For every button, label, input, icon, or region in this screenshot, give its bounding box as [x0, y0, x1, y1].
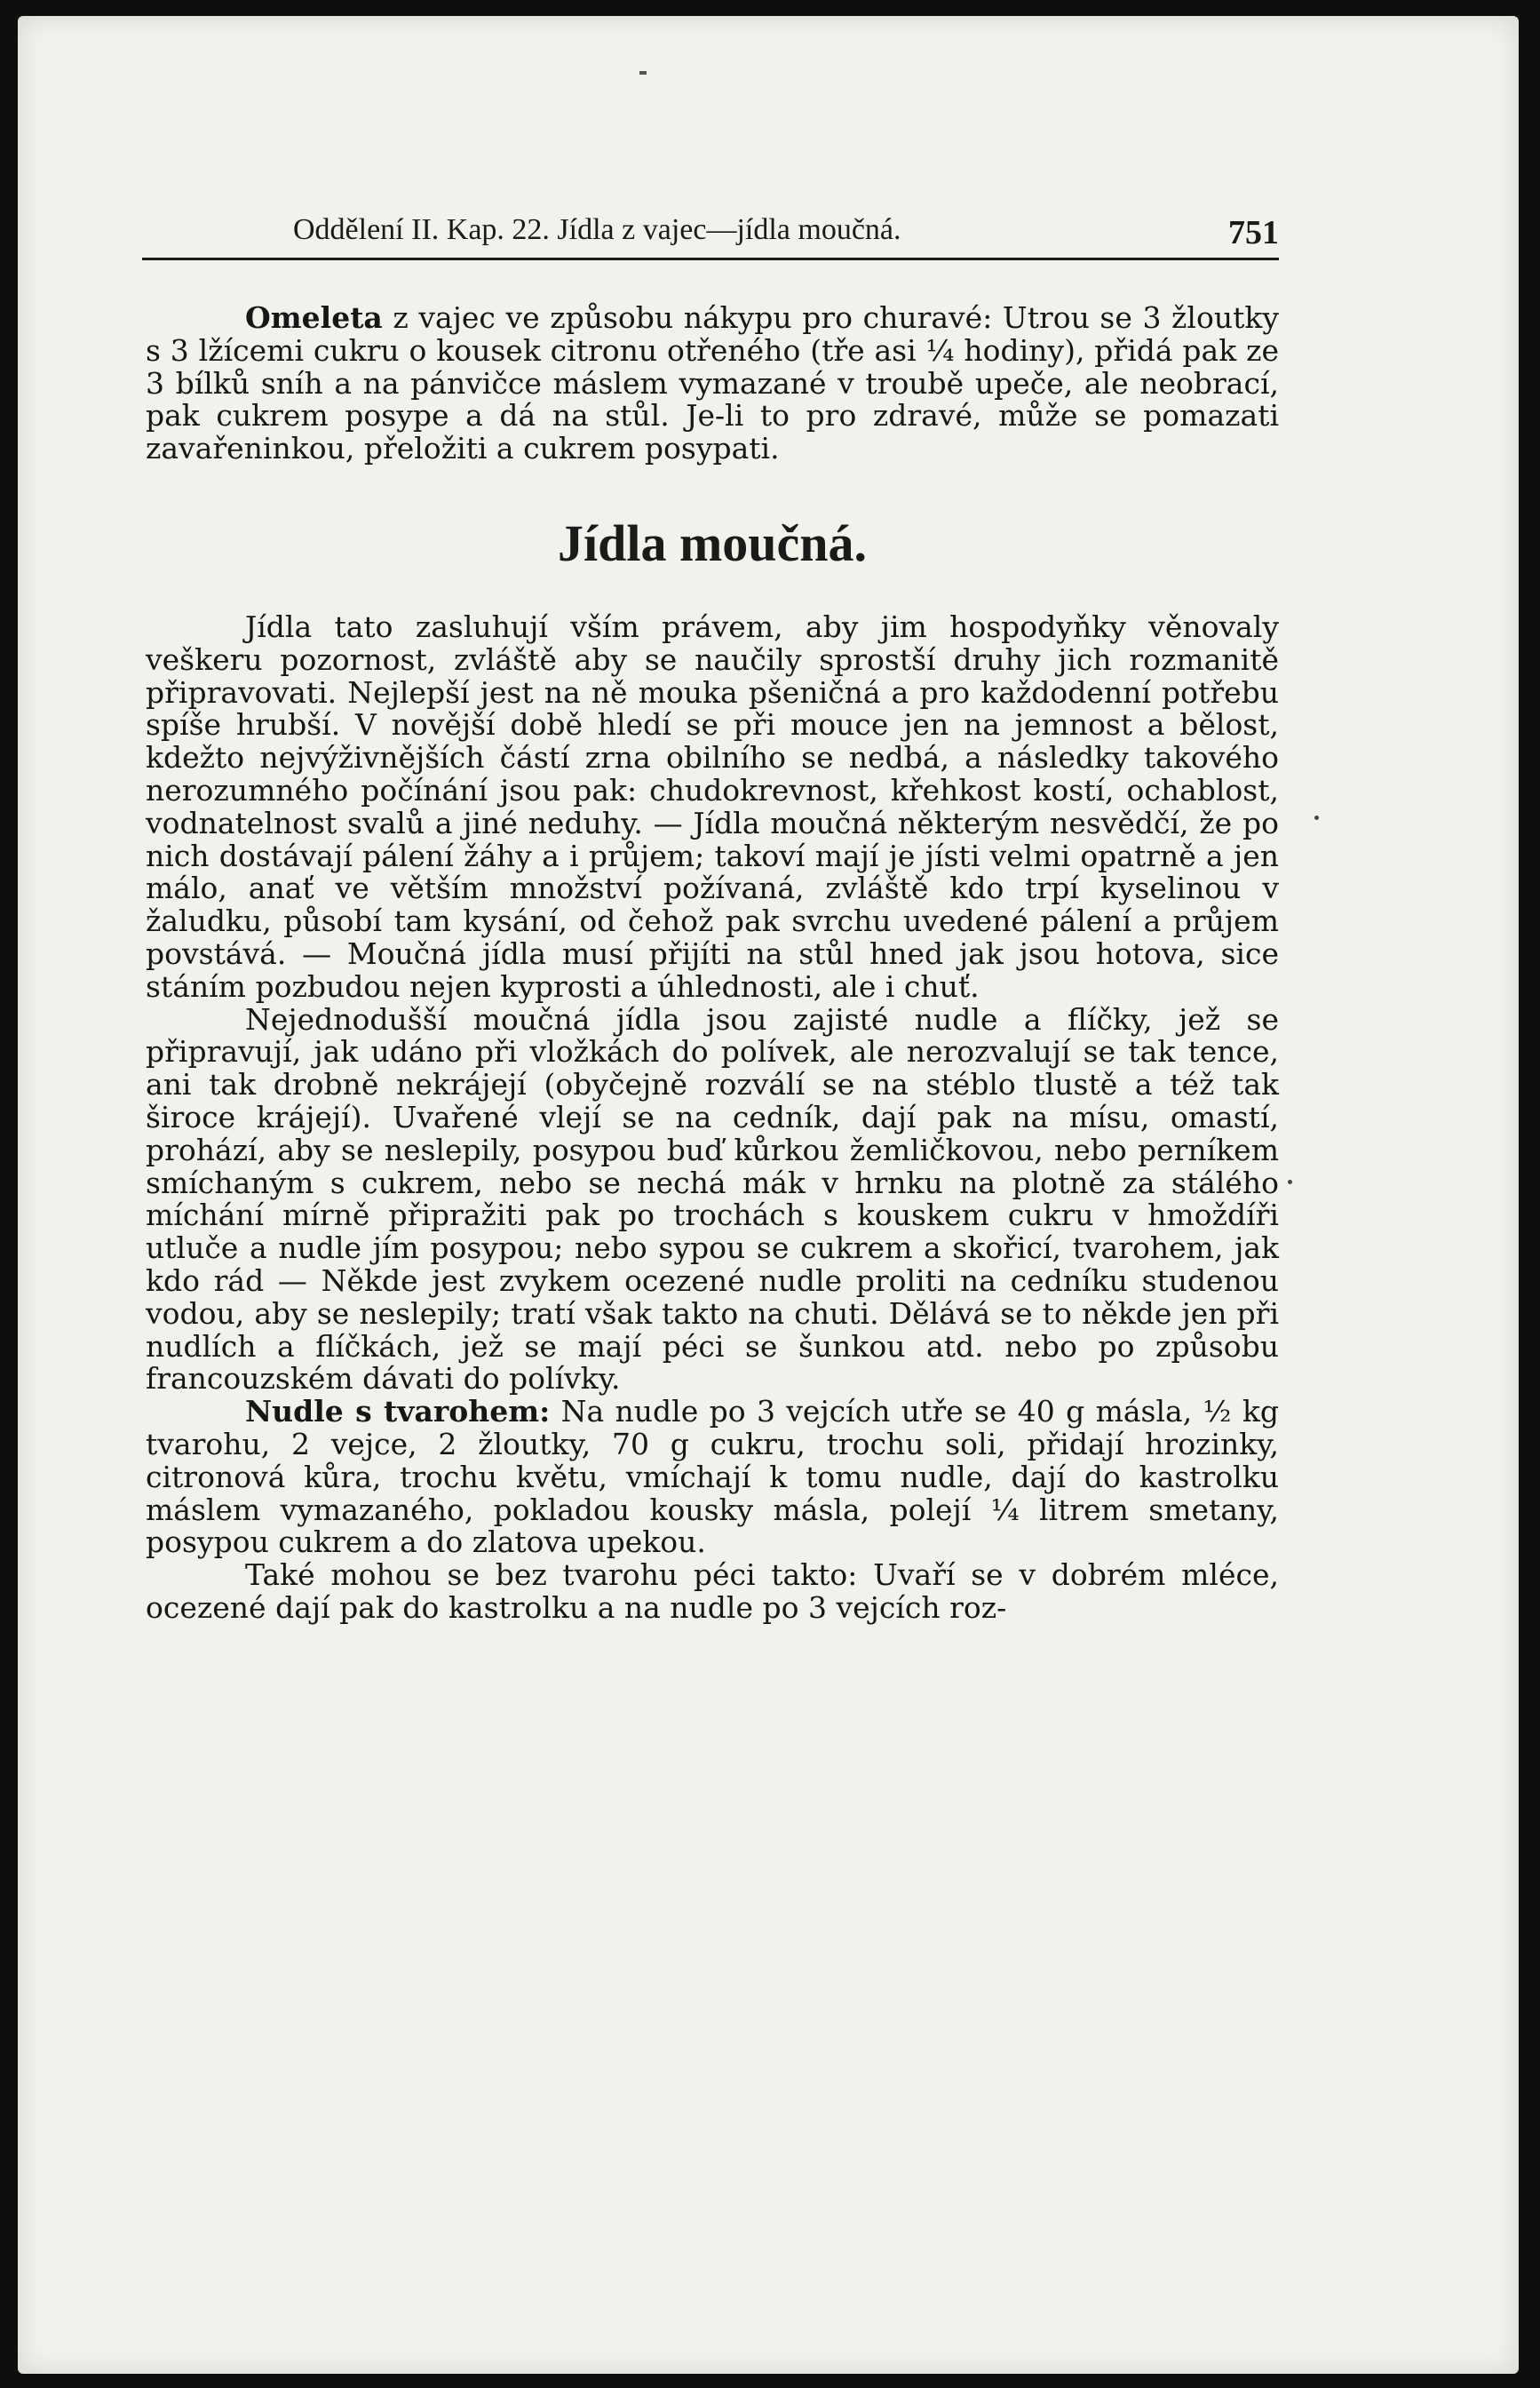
paragraph-nudle [146, 1001, 1279, 1397]
paragraph-text: z vajec ve způsobu nákypu pro churavé: Utrou se 3 žloutky s 3 lžícemi cukru o kousek citronu otřeného (tře asi ¼ hodiny), přidá pak ze 3 bílků sníh a na pánvičce máslem vymazané v troubě upeče, ale neobrací, pak cukrem posype a dá na stůl. Je-li to pro zdravé, může se pomazati zavařeninkou, přeložiti a cukrem posypati. [146, 300, 1279, 466]
header-rule [142, 258, 1279, 260]
paragraph-lead: Nudle s tvarohem: [245, 1394, 551, 1429]
paragraph-omeleta [146, 302, 1279, 466]
paragraph-text: Jídla tato zasluhují vším právem, aby jim hospodyňky věnovaly veškeru pozornost, zvláště aby se naučily sprostší druhy jich rozmanitě připravovati. Nejlepší jest na ně mouka pšeničná a pro každodenní potřebu spíše hrubší. V novější době hledí se při mouce jen na jemnost a bělost, kdežto nejvýživnějších částí zrna obilního se nedbá, a následky takového nerozumného počínání jsou pak: chudokrevnost, křehkost kostí, ochablost, vodnatelnost svalů a jiné neduhy. — Jídla moučná některým nesvědčí, že po nich dostávají pálení žáhy a i průjem; takoví mají je jísti velmi opatrně a jen málo, anať ve větším množství požívaná, zvláště kdo trpí kyselinou v žaludku, působí tam kysání, od čehož pak svrchu uvedené pálení a průjem povstává. — Moučná jídla musí přijíti na stůl hned jak jsou hotova, sice stáním pozbudou nejen kyprosti a úhlednosti, ale i chuť. [146, 609, 1279, 1004]
scan-speck [1288, 1180, 1292, 1184]
paragraph-text: Také mohou se bez tvarohu péci takto: Uvaří se v dobrém mléce, ocezené dají pak do kastrolku a na nudle po 3 vejcích roz- [146, 1557, 1279, 1625]
paragraph-intro [146, 611, 1279, 1004]
scan-mark [639, 71, 647, 75]
paragraph-text: Na nudle po 3 vejcích utře se 40 g másla, ½ kg tvarohu, 2 vejce, 2 žloutky, 70 g cukru, trochu soli, přidají hrozinky, citronová kůra, trochu květu, vmíchají k tomu nudle, dají do kastrolku máslem vymazaného, pokladou kousky másla, polejí ¼ litrem smetany, posypou cukrem a do zlatova upekou. [146, 1394, 1279, 1560]
running-header [142, 213, 1279, 258]
scan-speck [1314, 816, 1319, 820]
paragraph-nudle-s-tvarohem [146, 1396, 1279, 1559]
paragraph-text: Nejednodušší moučná jídla jsou zajisté nudle a flíčky, jež se připravují, jak udáno při vložkách do polívek, ale nerozvalují se tak tence, ani tak drobně nekrájejí (obyčejně rozválí se na stéblo tlustě a též tak široce krájejí). Uvařené vlejí se na cedník, dají pak na mísu, omastí, prohází, aby se neslepily, posypou buď kůrkou žemličkovou, nebo perníkem smíchaným s cukrem, nebo se nechá mák v hrnku na plotně za stálého míchání mírně připražiti pak po trochách s kouskem cukru v hmoždíři utluče a nudle jím posypou; nebo sypou se cukrem a skořicí, tvarohem, jak kdo rád — Někde jest zvykem ocezené nudle proliti na cedníku studenou vodou, aby se neslepily; tratí však takto na chuti. Dělává se to někde jen při nudlích a flíčkách, jež se mají péci se šunkou atd. nebo po způsobu francouzském dávati do polívky. [146, 1001, 1279, 1397]
page-body [146, 302, 1279, 1625]
running-title: Oddělení II. Kap. 22. Jídla z vajec—jídla moučná. [293, 213, 901, 246]
paragraph-bez-tvarohu [146, 1559, 1279, 1625]
paragraph-lead: Omeleta [245, 300, 383, 335]
page-number: 751 [1228, 214, 1279, 251]
section-title: Jídla moučná. [557, 513, 868, 572]
